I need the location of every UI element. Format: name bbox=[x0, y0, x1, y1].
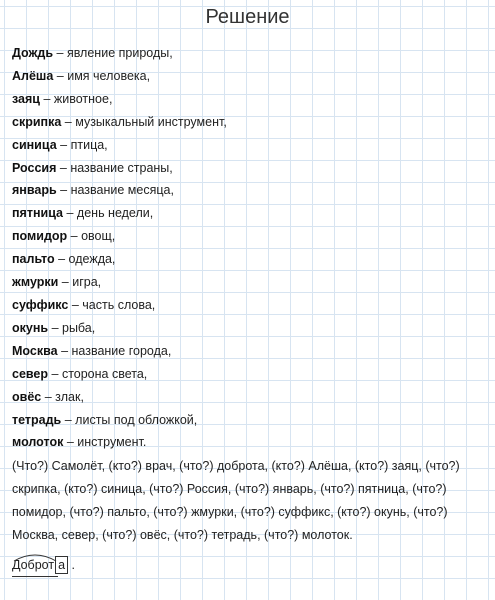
definition-row bbox=[12, 317, 482, 340]
definition-separator: – bbox=[61, 343, 69, 358]
definition-separator: – bbox=[56, 46, 64, 60]
definition-separator: – bbox=[60, 137, 68, 152]
definition-meaning: имя человека, bbox=[67, 68, 151, 83]
definition-separator: – bbox=[66, 206, 74, 221]
definition-row bbox=[12, 65, 482, 88]
definition-separator: – bbox=[58, 252, 66, 267]
word-morpheme-analysis bbox=[12, 552, 75, 582]
definition-row bbox=[12, 134, 482, 157]
definition-meaning: название города, bbox=[71, 343, 172, 358]
paragraph-line: (Что?) Самолёт, (кто?) врач, (что?) доброта, (кто?) Алёша, (кто?) заяц, (что?) bbox=[12, 459, 460, 473]
definition-separator: – bbox=[71, 297, 79, 312]
definition-word: молоток bbox=[12, 435, 64, 450]
morpheme-root: Доброт bbox=[12, 558, 55, 572]
definition-meaning: животное, bbox=[53, 91, 113, 106]
definition-meaning: сторона света, bbox=[61, 366, 148, 381]
definition-meaning: одежда, bbox=[68, 252, 116, 267]
definition-word: север bbox=[12, 366, 49, 381]
definition-row bbox=[12, 202, 482, 225]
definition-separator: – bbox=[43, 91, 51, 106]
definition-word: жмурки bbox=[12, 275, 59, 290]
definition-row bbox=[12, 294, 482, 317]
definition-separator: – bbox=[51, 320, 59, 335]
definition-meaning: явление природы, bbox=[66, 46, 173, 60]
definition-word: пальто bbox=[12, 252, 55, 267]
stem-underline bbox=[12, 576, 58, 577]
definition-separator: – bbox=[64, 114, 72, 129]
definition-meaning: игра, bbox=[72, 275, 102, 290]
definition-row bbox=[12, 111, 482, 134]
definition-row bbox=[12, 386, 482, 409]
paragraph-line: Москва, север, (что?) овёс, (что?) тетрадь, (что?) молоток. bbox=[12, 527, 353, 542]
definition-row bbox=[12, 179, 482, 202]
definition-word: синица bbox=[12, 137, 57, 152]
definition-separator: – bbox=[44, 389, 52, 404]
definition-meaning: листы под обложкой, bbox=[75, 412, 198, 427]
definition-row bbox=[12, 248, 482, 271]
definition-meaning: день недели, bbox=[76, 206, 154, 221]
definition-separator: – bbox=[51, 366, 59, 381]
answer-paragraph bbox=[12, 455, 482, 547]
definition-meaning: злак, bbox=[55, 389, 84, 404]
definition-meaning: птица, bbox=[70, 137, 108, 152]
definition-separator: – bbox=[56, 68, 64, 83]
definition-meaning: музыкальный инструмент, bbox=[75, 114, 227, 129]
definition-separator: – bbox=[66, 435, 74, 450]
root-arc-icon bbox=[12, 552, 58, 562]
definition-separator: – bbox=[59, 160, 67, 175]
definition-row bbox=[12, 340, 482, 363]
paragraph-line: помидор, (что?) пальто, (что?) жмурки, (что?) суффикс, (кто?) окунь, (что?) bbox=[12, 504, 448, 519]
definition-row bbox=[12, 409, 482, 432]
definition-row bbox=[12, 431, 482, 454]
definition-word: январь bbox=[12, 183, 57, 198]
definition-word: суффикс bbox=[12, 297, 69, 312]
definition-word: скрипка bbox=[12, 114, 62, 129]
definition-separator: – bbox=[61, 275, 69, 290]
definition-word: овёс bbox=[12, 389, 42, 404]
definition-meaning: название страны, bbox=[70, 160, 173, 175]
definition-word: Москва bbox=[12, 343, 58, 358]
definition-word: заяц bbox=[12, 91, 40, 106]
definition-row bbox=[12, 363, 482, 386]
morpheme-ending: а bbox=[55, 556, 68, 574]
page-title: Решение bbox=[205, 6, 290, 28]
morpheme-period: . bbox=[71, 558, 75, 572]
definition-word: Дождь bbox=[12, 46, 54, 60]
definition-word: окунь bbox=[12, 320, 49, 335]
definition-row bbox=[12, 42, 482, 65]
definition-meaning: часть слова, bbox=[82, 297, 156, 312]
definition-meaning: название месяца, bbox=[70, 183, 174, 198]
definition-row bbox=[12, 157, 482, 180]
definition-meaning: инструмент. bbox=[77, 435, 147, 450]
definition-row bbox=[12, 225, 482, 248]
definition-meaning: рыба, bbox=[62, 320, 96, 335]
definition-word: Алёша bbox=[12, 68, 54, 83]
definition-word: тетрадь bbox=[12, 412, 62, 427]
definition-word: Россия bbox=[12, 160, 57, 175]
definition-separator: – bbox=[60, 183, 68, 198]
definition-word: помидор bbox=[12, 229, 68, 244]
definition-separator: – bbox=[64, 412, 72, 427]
morpheme-word bbox=[12, 552, 68, 574]
paragraph-line: скрипка, (кто?) синица, (что?) Россия, (что?) январь, (что?) пятница, (что?) bbox=[12, 481, 447, 496]
definition-word: пятница bbox=[12, 206, 63, 221]
definition-row bbox=[12, 88, 482, 111]
definition-row bbox=[12, 271, 482, 294]
definition-separator: – bbox=[70, 229, 78, 244]
definitions-list bbox=[12, 42, 482, 454]
definition-meaning: овощ, bbox=[81, 229, 116, 244]
